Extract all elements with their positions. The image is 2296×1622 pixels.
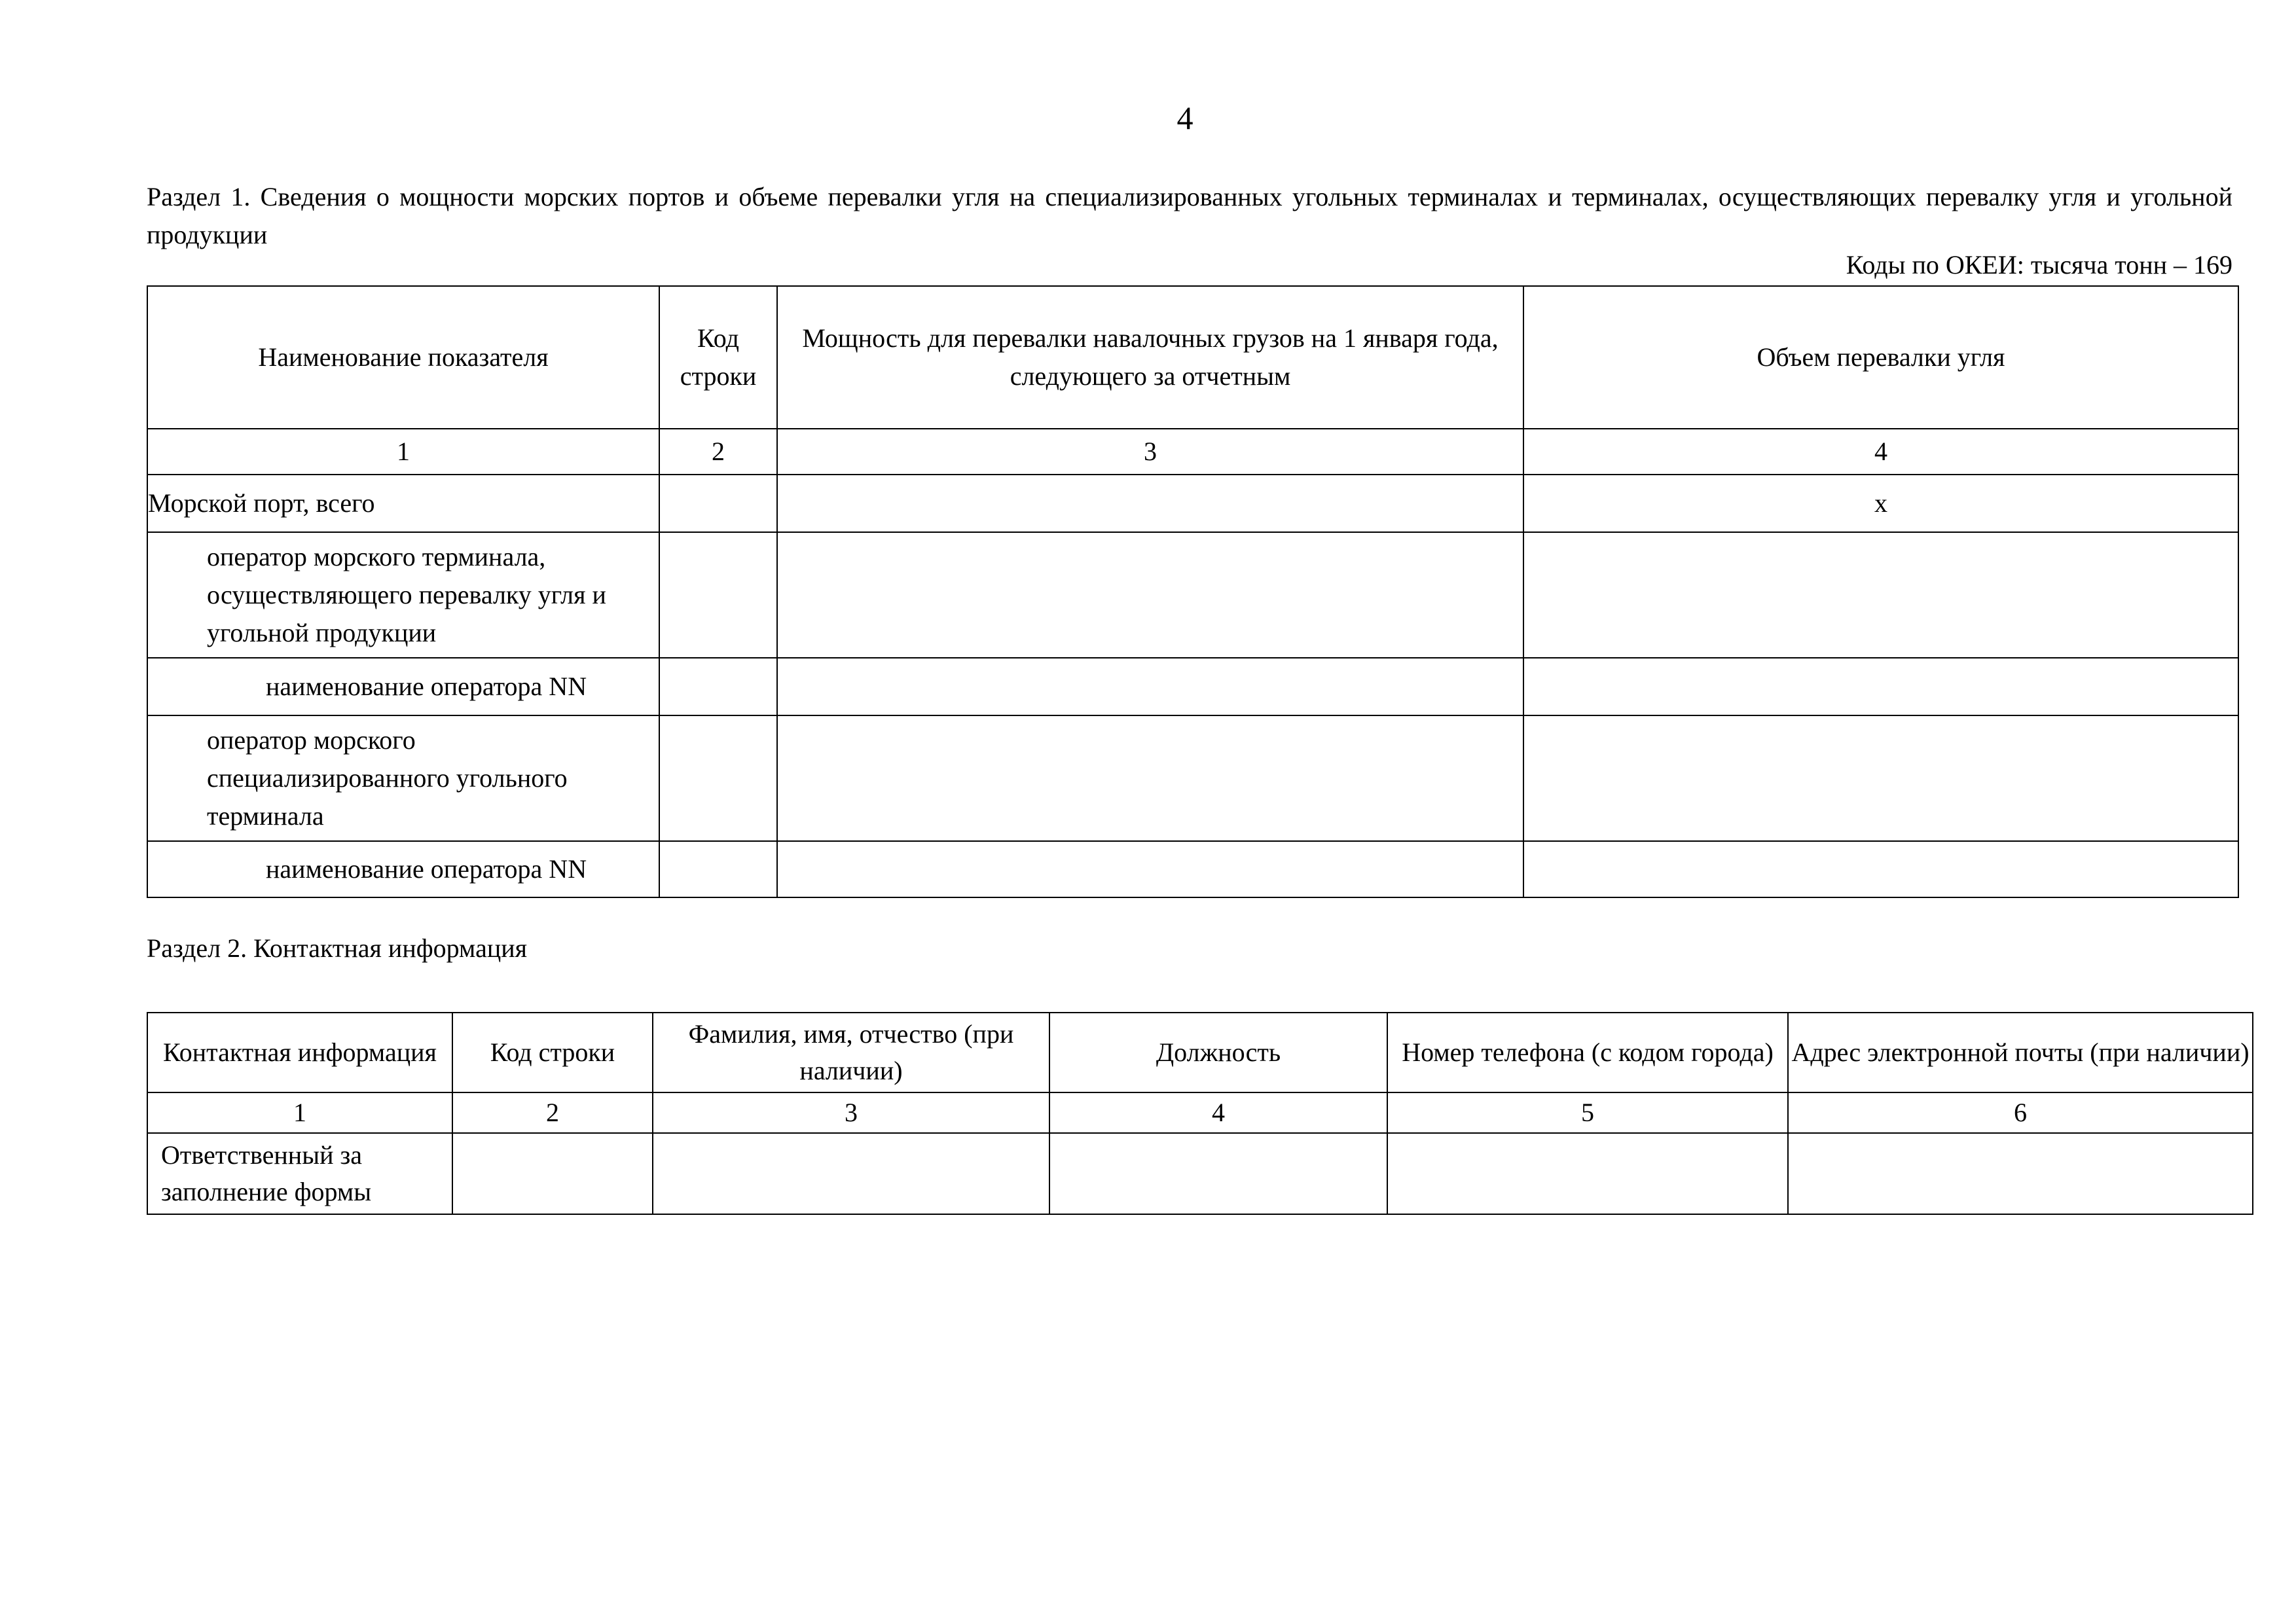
header-capacity: Мощность для перевалки навалочных грузов на 1 января года, следующего за отчетным — [777, 286, 1523, 429]
section2-header-row — [147, 1013, 2253, 1092]
row-code-cell[interactable] — [659, 532, 777, 658]
row-code-cell[interactable] — [659, 475, 777, 532]
row-code-cell[interactable] — [659, 715, 777, 841]
okei-codes: Коды по ОКЕИ: тысяча тонн – 169 — [1846, 250, 2232, 279]
col-number: 3 — [653, 1092, 1049, 1133]
table-row — [147, 658, 2238, 715]
col-number: 2 — [452, 1092, 653, 1133]
capacity-cell[interactable] — [777, 841, 1523, 897]
col-number: 6 — [1788, 1092, 2253, 1133]
header-row-code: Код строки — [659, 286, 777, 429]
section1-column-numbers — [147, 429, 2238, 475]
full-name-cell[interactable] — [653, 1133, 1049, 1214]
volume-cell: x — [1523, 475, 2238, 532]
section1-header-row — [147, 286, 2238, 429]
header-email: Адрес электронной почты (при наличии) — [1788, 1013, 2253, 1092]
capacity-cell[interactable] — [777, 715, 1523, 841]
col-number: 3 — [777, 429, 1523, 475]
section1-table — [147, 285, 2239, 898]
header-indicator-name: Наименование показателя — [147, 286, 659, 429]
row-name: наименование оператора NN — [147, 658, 659, 715]
capacity-cell[interactable] — [777, 475, 1523, 532]
row-name: оператор морского терминала, осуществляющего перевалку угля и угольной продукции — [147, 532, 659, 658]
row-code-cell[interactable] — [452, 1133, 653, 1214]
table-row — [147, 532, 2238, 658]
section2-title: Раздел 2. Контактная информация — [147, 933, 528, 963]
section2-column-numbers — [147, 1092, 2253, 1133]
row-name: Морской порт, всего — [147, 475, 659, 532]
capacity-cell[interactable] — [777, 532, 1523, 658]
col-number: 4 — [1523, 429, 2238, 475]
table-row — [147, 715, 2238, 841]
header-phone: Номер телефона (с кодом города) — [1387, 1013, 1788, 1092]
col-number: 5 — [1387, 1092, 1788, 1133]
email-cell[interactable] — [1788, 1133, 2253, 1214]
header-coal-volume: Объем перевалки угля — [1523, 286, 2238, 429]
capacity-cell[interactable] — [777, 658, 1523, 715]
header-contact-info: Контактная информация — [147, 1013, 452, 1092]
section1-title: Раздел 1. Сведения о мощности морских портов и объеме перевалки угля на специализированных угольных терминалах и терминалах, осуществляющих перевалку угля и угольной продукции — [147, 182, 2232, 249]
position-cell[interactable] — [1049, 1133, 1387, 1214]
row-code-cell[interactable] — [659, 658, 777, 715]
col-number: 4 — [1049, 1092, 1387, 1133]
table-row — [147, 475, 2238, 532]
header-row-code: Код строки — [452, 1013, 653, 1092]
contact-label: Ответственный за заполнение формы — [147, 1133, 452, 1214]
volume-cell[interactable] — [1523, 658, 2238, 715]
volume-cell[interactable] — [1523, 532, 2238, 658]
volume-cell[interactable] — [1523, 841, 2238, 897]
col-number: 1 — [147, 1092, 452, 1133]
table-row — [147, 841, 2238, 897]
col-number: 1 — [147, 429, 659, 475]
section2-table — [147, 1012, 2253, 1215]
volume-cell[interactable] — [1523, 715, 2238, 841]
row-code-cell[interactable] — [659, 841, 777, 897]
header-full-name: Фамилия, имя, отчество (при наличии) — [653, 1013, 1049, 1092]
row-name: наименование оператора NN — [147, 841, 659, 897]
phone-cell[interactable] — [1387, 1133, 1788, 1214]
col-number: 2 — [659, 429, 777, 475]
page-number: 4 — [1176, 99, 1194, 136]
header-position: Должность — [1049, 1013, 1387, 1092]
table-row — [147, 1133, 2253, 1214]
row-name: оператор морского специализированного угольного терминала — [147, 715, 659, 841]
